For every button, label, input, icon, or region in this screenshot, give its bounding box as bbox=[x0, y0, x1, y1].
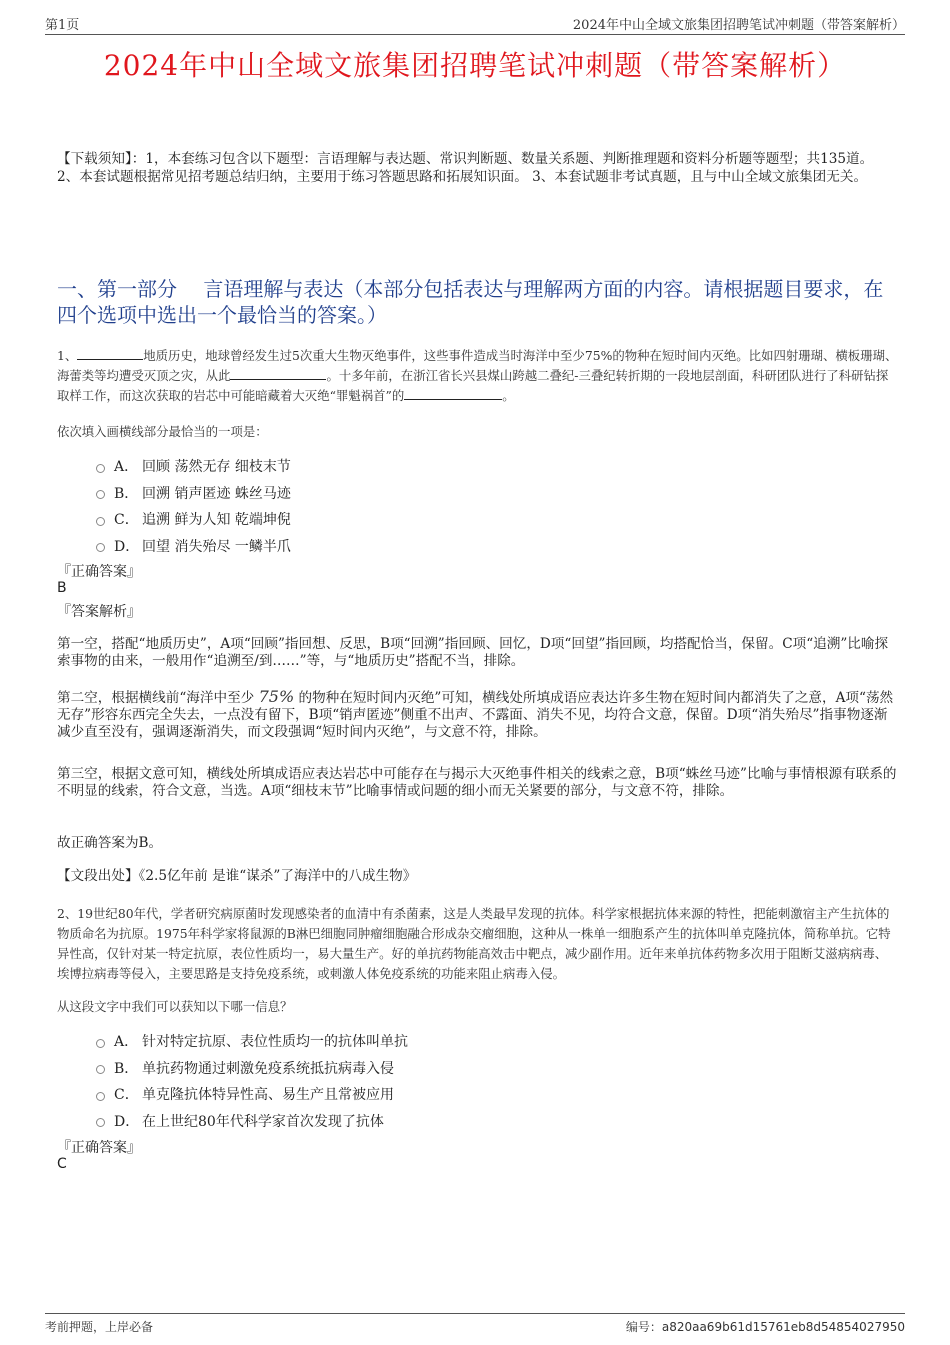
radio-icon[interactable] bbox=[96, 490, 105, 499]
source-citation: 【文段出处】《2.5亿年前 是谁“谋杀”了海洋中的八成生物》 bbox=[57, 868, 417, 884]
question-2-prompt: 从这段文字中我们可以获知以下哪一信息？ bbox=[57, 999, 293, 1014]
question-1-options bbox=[96, 453, 291, 559]
correct-answer: B bbox=[57, 580, 67, 596]
footer-slogan: 考前押题，上岸必备 bbox=[45, 1320, 154, 1334]
correct-answer: C bbox=[57, 1156, 67, 1172]
radio-icon[interactable] bbox=[96, 464, 105, 473]
document-title: 2024年中山全域文旅集团招聘笔试冲刺题（带答案解析） bbox=[103, 49, 847, 82]
option-d[interactable]: D． 回望 消失殆尽 一鳞半爪 bbox=[96, 533, 291, 560]
blank-3 bbox=[404, 387, 502, 400]
analysis-conclusion: 故正确答案为B。 bbox=[57, 835, 163, 851]
radio-icon[interactable] bbox=[96, 1118, 105, 1127]
question-1 bbox=[57, 346, 898, 406]
analysis-paragraph-1: 第一空，搭配“地质历史”，A项“回顾”指回想、反思，B项“回溯”指回顾、回忆，D项“回望”指回顾，均搭配恰当，保留。C项“追溯”比喻探索事物的由来，一般用作“追溯至/到……”等，与“地质历史”搭配不当，排除。 bbox=[57, 636, 889, 669]
option-b[interactable]: B． 单抗药物通过刺激免疫系统抵抗病毒入侵 bbox=[96, 1055, 408, 1082]
document-id: 编号：a820aa69b61d15761eb8d54854027950 bbox=[625, 1320, 905, 1334]
page-header bbox=[45, 14, 905, 35]
question-1-text: 1、 地质历史，地球曾经发生过5次重大生物灭绝事件，这些事件造成当时海洋中至少75%的物种在短时间内灭绝。比如四射珊瑚、横板珊瑚、海蕾类等均遭受灭顶之灾，从此 。十多年前，在浙江省长兴县煤山跨越二叠纪-三叠纪转折期的一段地层剖面，科研团队进行了科研钻探取样工作，而这次获取的岩芯中可能暗藏着大灭绝“罪魁祸首”的 。 bbox=[57, 348, 898, 403]
analysis-label: 『答案解析』 bbox=[57, 604, 141, 620]
page-footer bbox=[45, 1313, 905, 1335]
blank-2 bbox=[230, 367, 326, 380]
radio-icon[interactable] bbox=[96, 1039, 105, 1048]
analysis-paragraph-2: 第二空，根据横线前“海洋中至少 75% 的物种在短时间内灭绝”可知，横线处所填成语应表达许多生物在短时间内都消失了之意，A项“荡然无存”形容东西完全失去，一点没有留下，B项“销声匿迹”侧重不出声、不露面、消失不见，均符合文意，保留。D项“消失殆尽”指事物逐渐减少直至没有，强调逐渐消失，而文段强调“短时间内灭绝”，与文意不符，排除。 bbox=[57, 687, 894, 740]
analysis-paragraph-3: 第三空，根据文意可知，横线处所填成语应表达岩芯中可能存在与揭示大灭绝事件相关的线索之意，B项“蛛丝马迹”比喻与事情根源有联系的不明显的线索，符合文意，当选。A项“细枝末节”比喻事情或问题的细小而无关紧要的部分，与文意不符，排除。 bbox=[57, 766, 897, 799]
option-d[interactable]: D． 在上世纪80年代科学家首次发现了抗体 bbox=[96, 1108, 408, 1135]
question-2-text: 2、19世纪80年代，学者研究病原菌时发现感染者的血清中有杀菌素，这是人类最早发现的抗体。科学家根据抗体来源的特性，把能刺激宿主产生抗体的物质命名为抗原。1975年科学家将鼠源的B淋巴细胞同肿瘤细胞融合形成杂交瘤细胞，这种从一株单一细胞系产生的抗体叫单克隆抗体，简称单抗。它特异性高，仅针对某一特定抗原，表位性质均一，易大量生产。好的单抗药物能高效击中靶点，减少副作用。近年来单抗体药物多次用于阻断艾滋病病毒、埃博拉病毒等侵入，主要思路是支持免疫系统，或刺激人体免疫系统的功能来阻止病毒入侵。 bbox=[57, 906, 891, 981]
question-2-options bbox=[96, 1028, 408, 1134]
option-a[interactable]: A． 针对特定抗原、表位性质均一的抗体叫单抗 bbox=[96, 1028, 408, 1055]
page-number: 第1页 bbox=[45, 18, 80, 33]
option-b[interactable]: B． 回溯 销声匿迹 蛛丝马迹 bbox=[96, 480, 291, 507]
question-2 bbox=[57, 904, 898, 984]
option-a[interactable]: A． 回顾 荡然无存 细枝末节 bbox=[96, 453, 291, 480]
answer-label: 『正确答案』 bbox=[57, 564, 141, 580]
radio-icon[interactable] bbox=[96, 1065, 105, 1074]
option-c[interactable]: C． 单克隆抗体特异性高、易生产且常被应用 bbox=[96, 1081, 408, 1108]
radio-icon[interactable] bbox=[96, 517, 105, 526]
blank-1 bbox=[77, 347, 143, 360]
question-1-prompt: 依次填入画横线部分最恰当的一项是： bbox=[57, 424, 268, 439]
answer-label: 『正确答案』 bbox=[57, 1140, 141, 1156]
option-c[interactable]: C． 追溯 鲜为人知 乾端坤倪 bbox=[96, 506, 291, 533]
section-title: 一、第一部分 言语理解与表达（本部分包括表达与理解两方面的内容。请根据题目要求，在四个选项中选出一个最恰当的答案。） bbox=[57, 277, 884, 327]
running-title: 2024年中山全域文旅集团招聘笔试冲刺题（带答案解析） bbox=[572, 18, 905, 33]
download-notice: 【下载须知】：1，本套练习包含以下题型：言语理解与表达题、常识判断题、数量关系题、判断推理题和资料分析题等题型；共135道。 2、本套试题根据常见招考题总结归纳，主要用于练习答题思路和拓展知识面。 3、本套试题非考试真题，且与中山全域文旅集团无关。 bbox=[57, 151, 874, 185]
radio-icon[interactable] bbox=[96, 1092, 105, 1101]
radio-icon[interactable] bbox=[96, 543, 105, 552]
